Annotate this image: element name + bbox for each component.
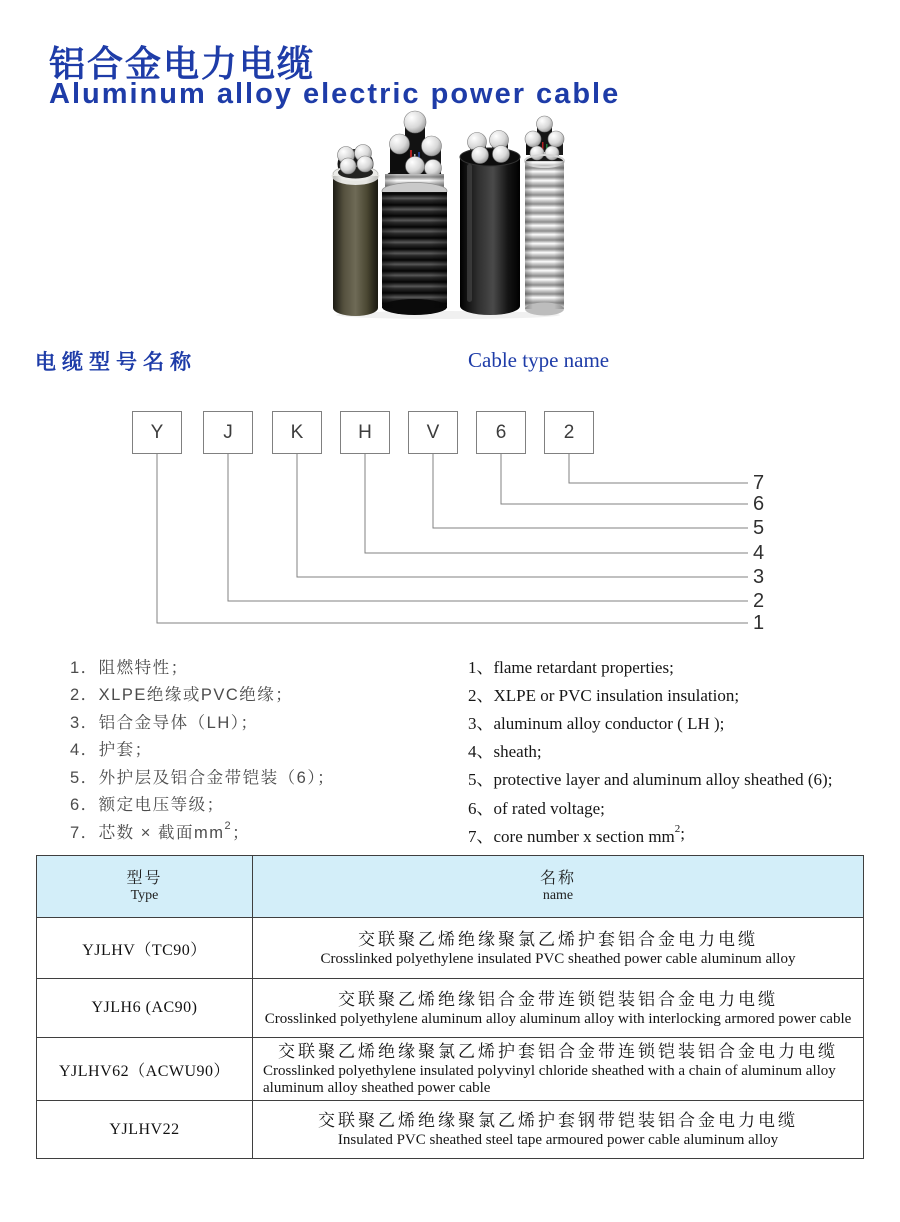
type-cell: YJLHV22: [37, 1101, 253, 1159]
header-name-zh: 名称: [539, 870, 576, 887]
table-row: [37, 918, 864, 979]
legend-zh-item-6: 6．额定电压等级；: [70, 796, 225, 815]
code-letter: V: [426, 421, 440, 443]
legend-zh-item-7: 7．芯数 × 截面mm $^2$ ；: [70, 819, 251, 842]
legend-en-item-6: 6、of rated voltage;: [468, 798, 605, 818]
code-box-4: [340, 411, 390, 454]
type-cell: YJLHV（TC90）: [37, 918, 253, 979]
legend-en-item-2: 2、XLPE or PVC insulation insulation;: [468, 685, 740, 705]
header-cell-name: [253, 856, 864, 918]
code-letter: J: [223, 421, 233, 443]
type-cell: YJLHV62（ACWU90）: [37, 1038, 253, 1101]
name-cell: 交联聚乙烯绝缘聚氯乙烯护套铝合金电力电缆 Crosslinked polyethylene insulated PVC sheathed power cable aluminum alloy: [253, 918, 864, 979]
name-cell: 交联聚乙烯绝缘聚氯乙烯护套铝合金带连锁铠装铝合金电力电缆 Crosslinked polyethylene insulated polyvinyl chloride sheathed with a chain of aluminum alloy aluminum alloy sheathed power cable: [253, 1038, 864, 1101]
legend-zh-item-1: 1．阻燃特性；: [70, 658, 189, 677]
callout-number-6: 6: [753, 493, 765, 515]
legend-en-item-1: 1、flame retardant properties;: [468, 657, 674, 677]
legend-en: [468, 651, 832, 848]
section-heading-zh: 电缆型号名称: [35, 351, 197, 374]
callout-number-7: 7: [753, 472, 765, 494]
legend-zh: [70, 652, 335, 845]
cable-type-table: [36, 855, 864, 1159]
name-cell: 交联聚乙烯绝缘聚氯乙烯护套钢带铠装铝合金电力电缆 Insulated PVC sheathed steel tape armoured power cable aluminum alloy: [253, 1101, 864, 1159]
legend-zh-item-4: 4．护套；: [70, 741, 153, 760]
header-type-en: Type: [130, 888, 159, 903]
header-name-en: name: [542, 888, 574, 903]
legend-zh-item-5: 5．外护层及铝合金带铠装（6）；: [70, 768, 336, 787]
legend-en-item-3: 3、aluminum alloy conductor ( LH );: [468, 713, 725, 733]
code-letter: 6: [495, 421, 507, 443]
header-cell-type: [37, 856, 253, 918]
table-row: [37, 1101, 864, 1159]
name-cell: 交联聚乙烯绝缘铝合金带连锁铠装铝合金电力电缆 Crosslinked polyethylene aluminum alloy aluminum alloy with interlocking armored power cable: [253, 979, 864, 1038]
code-box-3: [272, 411, 322, 454]
cable-samples-photo: [330, 110, 566, 320]
page-title-zh: 铝合金电力电缆: [49, 43, 316, 84]
table-row: [37, 1038, 864, 1101]
callout-number-4: 4: [753, 542, 765, 564]
code-box-6: [476, 411, 526, 454]
code-box-1: [132, 411, 182, 454]
header-type-zh: 型号: [126, 870, 163, 887]
legend-zh-item-2: 2．XLPE绝缘或PVC绝缘；: [70, 686, 294, 705]
code-letter: K: [290, 421, 304, 443]
legend-en-item-5: 5、protective layer and aluminum alloy sheathed (6);: [468, 770, 833, 790]
code-letter: Y: [150, 421, 164, 443]
callout-number-3: 3: [753, 566, 765, 588]
page-title-en: Aluminum alloy electric power cable: [49, 78, 621, 110]
callout-number-1: 1: [753, 612, 765, 634]
code-box-5: [408, 411, 458, 454]
code-letter: 2: [563, 421, 575, 443]
type-cell: YJLH6 (AC90): [37, 979, 253, 1038]
legend-en-item-7: 7、core number x section mm $^2$ ;: [468, 823, 686, 846]
table-header-row: [37, 856, 864, 918]
legend-en-item-4: 4、sheath;: [468, 742, 542, 762]
table-row: [37, 979, 864, 1038]
section-heading-en: Cable type name: [468, 348, 610, 372]
code-letter: H: [358, 421, 372, 443]
callout-number-2: 2: [753, 590, 765, 612]
legend-zh-item-3: 3．铝合金导体（LH）；: [70, 713, 259, 732]
callout-number-5: 5: [753, 517, 765, 539]
code-box-7: [544, 411, 594, 454]
code-box-2: [203, 411, 253, 454]
